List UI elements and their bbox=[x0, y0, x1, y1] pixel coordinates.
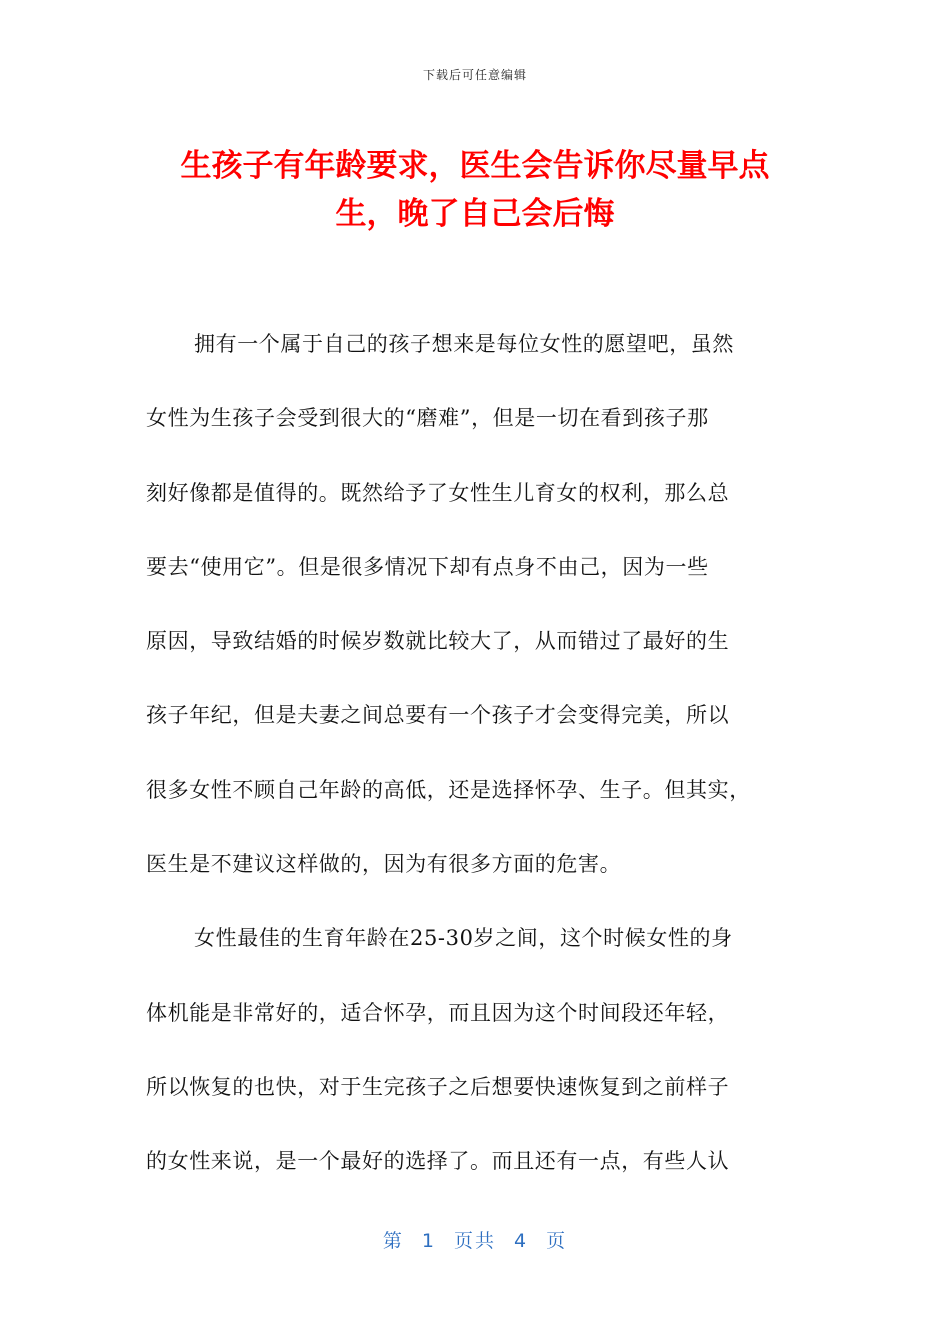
paragraph-1-line-8: 医生是不建议这样做的，因为有很多方面的危害。 bbox=[146, 852, 622, 877]
paragraph-1-line-2: 女性为生孩子会受到很大的“磨难”，但是一切在看到孩子那 bbox=[146, 406, 709, 431]
paragraph-1-line-6: 孩子年纪，但是夫妻之间总要有一个孩子才会变得完美，所以 bbox=[146, 703, 730, 728]
paragraph-2-line-2: 体机能是非常好的，适合怀孕，而且因为这个时间段还年轻， bbox=[146, 1000, 730, 1025]
paragraph-2-line-1: 女性最佳的生育年龄在25-30岁之间，这个时候女性的身 bbox=[194, 926, 733, 951]
article-body bbox=[146, 322, 810, 1214]
paragraph-1-line-4: 要去“使用它”。但是很多情况下却有点身不由己，因为一些 bbox=[146, 554, 709, 579]
title-line-2: 生，晚了自己会后悔 bbox=[335, 196, 615, 232]
article-title bbox=[145, 142, 805, 238]
paragraph-1-line-3: 刻好像都是值得的。既然给予了女性生儿育女的权利，那么总 bbox=[146, 480, 730, 505]
page-number: 第 1 页共 4 页 bbox=[382, 1230, 568, 1252]
title-line-1: 生孩子有年龄要求，医生会告诉你尽量早点 bbox=[180, 148, 770, 184]
paragraph-1-line-7: 很多女性不顾自己年龄的高低，还是选择怀孕、生子。但其实， bbox=[146, 777, 751, 802]
paragraph-2-line-4: 的女性来说，是一个最好的选择了。而且还有一点，有些人认 bbox=[146, 1149, 730, 1174]
paragraph-1-line-1: 拥有一个属于自己的孩子想来是每位女性的愿望吧，虽然 bbox=[194, 332, 734, 356]
paragraph-1-line-5: 原因，导致结婚的时候岁数就比较大了，从而错过了最好的生 bbox=[146, 629, 730, 654]
header-note: 下载后可任意编辑 bbox=[422, 68, 527, 82]
paragraph-2-line-3: 所以恢复的也快，对于生完孩子之后想要快速恢复到之前样子 bbox=[146, 1074, 730, 1099]
